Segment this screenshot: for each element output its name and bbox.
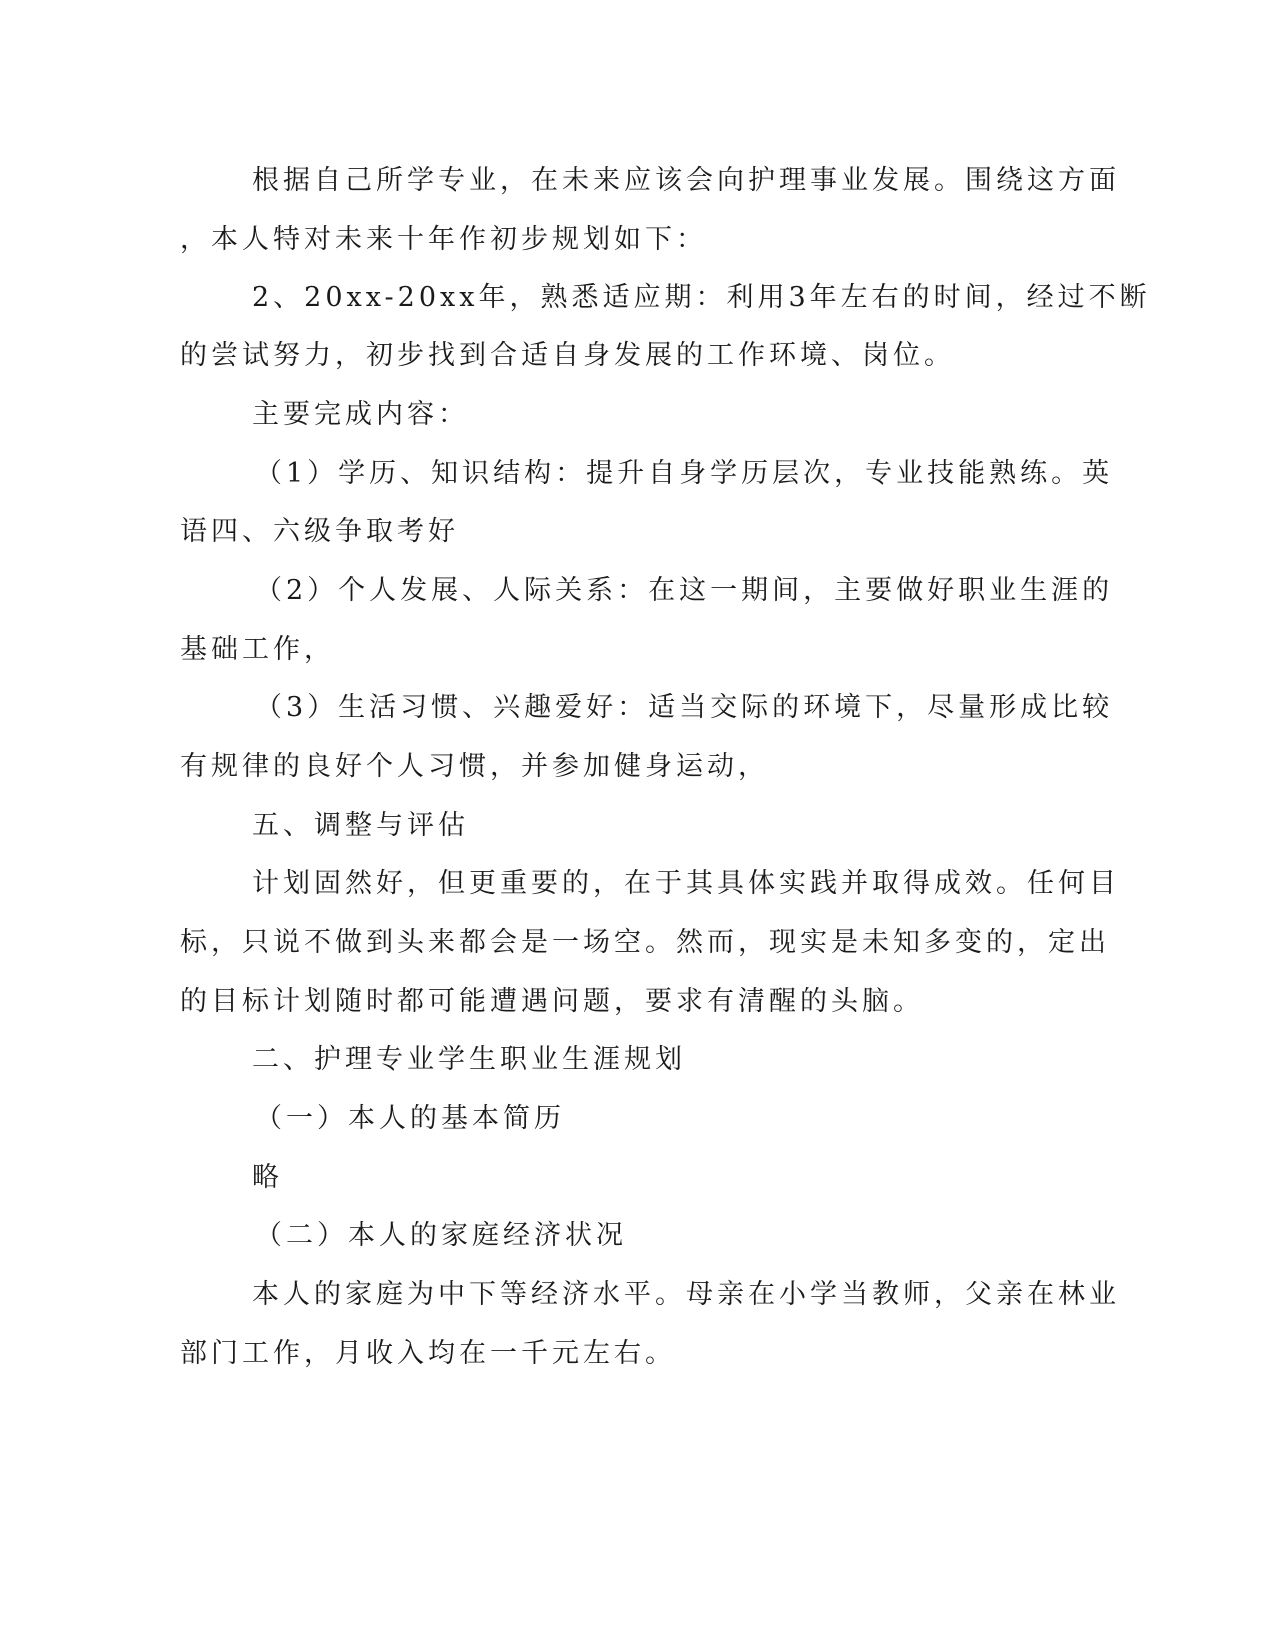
subsection-heading: （二）本人的家庭经济状况 — [255, 1220, 627, 1251]
section-label: 主要完成内容： — [252, 399, 469, 430]
paragraph-line: 2、20xx-20xx年，熟悉适应期：利用3年左右的时间，经过不断 — [252, 282, 1151, 313]
paragraph-line: 根据自己所学专业，在未来应该会向护理事业发展。围绕这方面 — [252, 165, 1120, 196]
paragraph-line: 计划固然好，但更重要的，在于其具体实践并取得成效。任何目 — [252, 868, 1120, 899]
paragraph-line: ，本人特对未来十年作初步规划如下： — [180, 224, 707, 255]
list-item-line: （3）生活习惯、兴趣爱好：适当交际的环境下，尽量形成比较 — [255, 692, 1114, 723]
list-item-line: 基础工作， — [180, 634, 335, 665]
section-heading: 五、调整与评估 — [252, 810, 469, 841]
list-item-line: （1）学历、知识结构：提升自身学历层次，专业技能熟练。英 — [255, 458, 1114, 489]
paragraph-line: 本人的家庭为中下等经济水平。母亲在小学当教师，父亲在林业 — [252, 1279, 1120, 1310]
section-heading: 二、护理专业学生职业生涯规划 — [252, 1044, 686, 1075]
list-item-line: （2）个人发展、人际关系：在这一期间，主要做好职业生涯的 — [255, 575, 1114, 606]
paragraph-line: 的尝试努力，初步找到合适自身发展的工作环境、岗位。 — [180, 340, 955, 371]
paragraph-line: 标，只说不做到头来都会是一场空。然而，现实是未知多变的，定出 — [180, 927, 1110, 958]
list-item-line: 有规律的良好个人习惯，并参加健身运动， — [180, 751, 769, 782]
paragraph-line: 部门工作，月收入均在一千元左右。 — [180, 1338, 676, 1369]
paragraph-line: 的目标计划随时都可能遭遇问题，要求有清醒的头脑。 — [180, 986, 924, 1017]
list-item-line: 语四、六级争取考好 — [180, 516, 459, 547]
subsection-heading: （一）本人的基本简历 — [255, 1103, 565, 1134]
paragraph-line: 略 — [252, 1162, 283, 1193]
